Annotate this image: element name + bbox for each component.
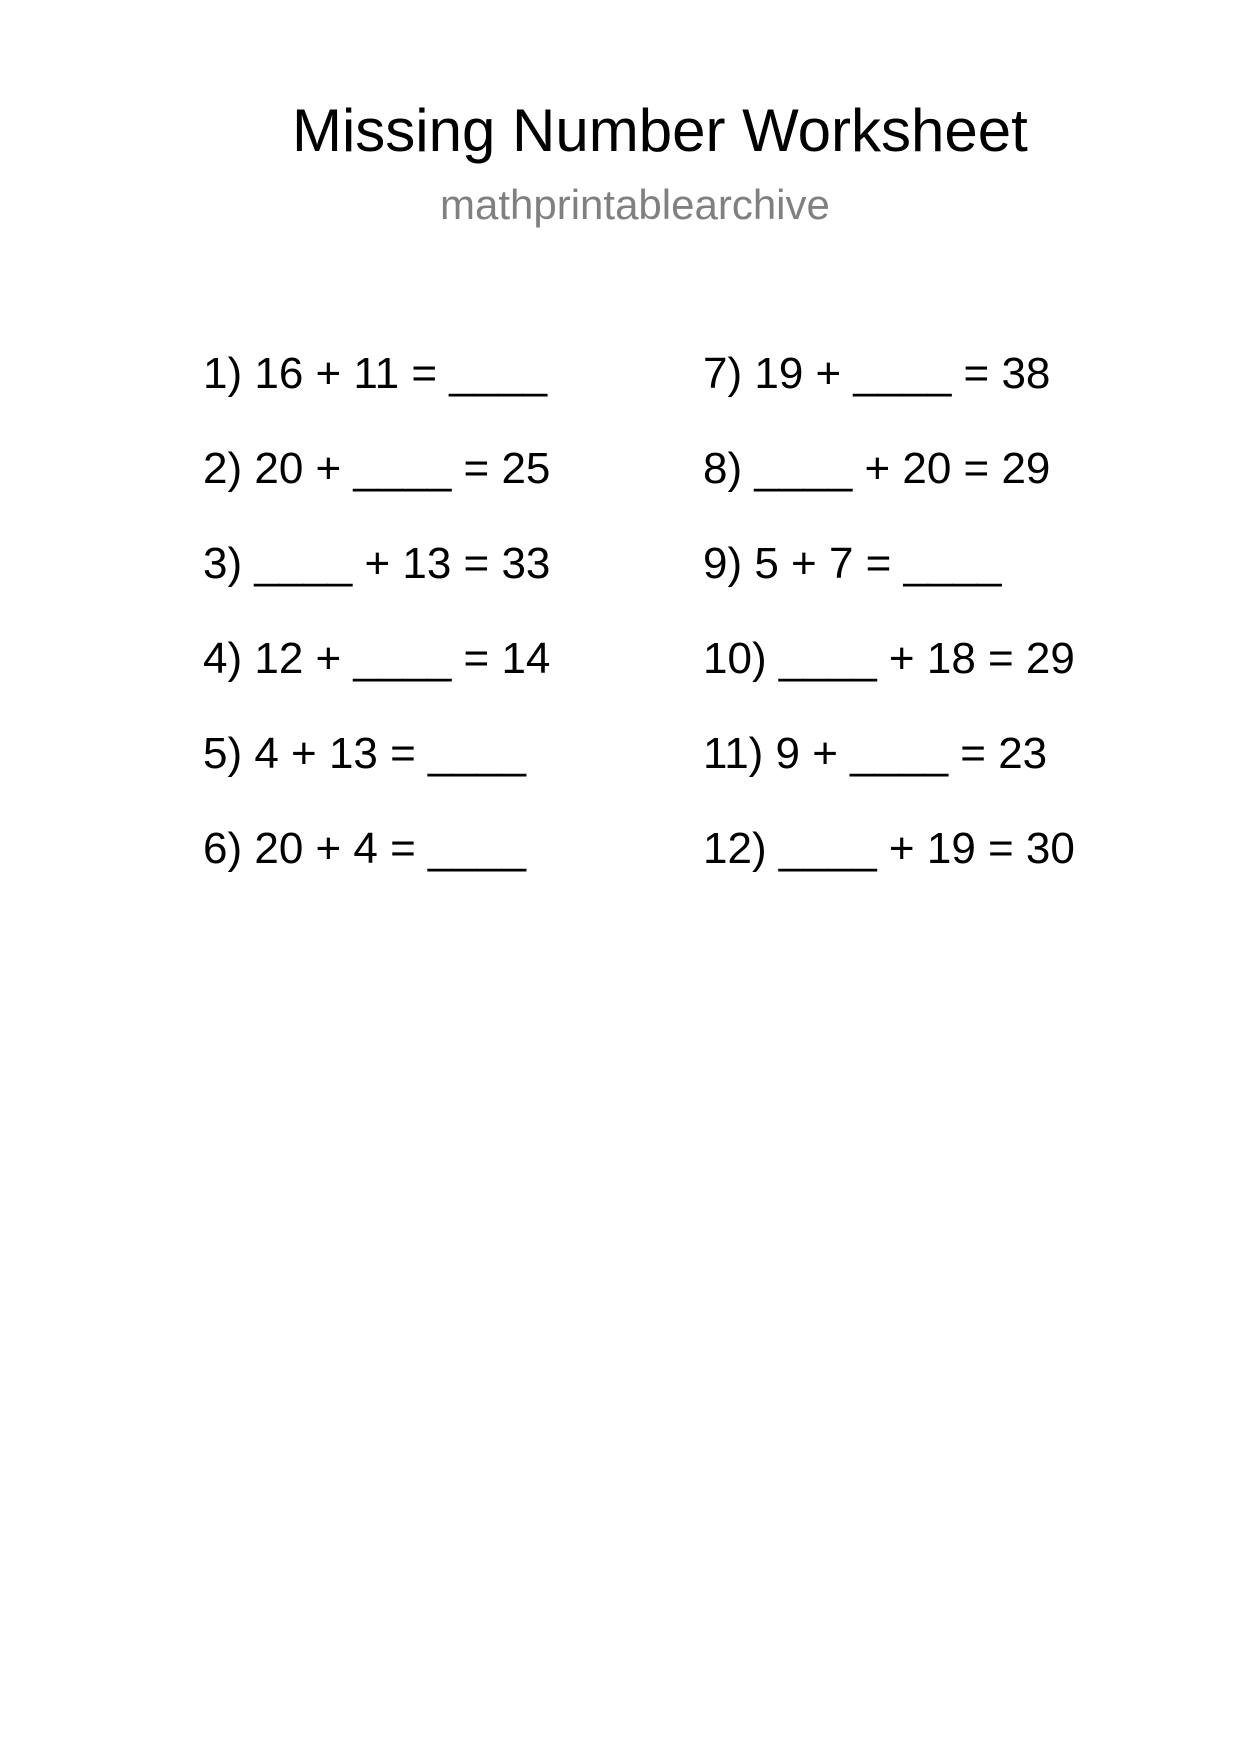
- problem-10: 10) ____ + 18 = 29: [703, 634, 1075, 683]
- problem-9: 9) 5 + 7 = ____: [703, 539, 1002, 588]
- problem-3: 3) ____ + 13 = 33: [203, 539, 551, 588]
- problem-2: 2) 20 + ____ = 25: [203, 444, 551, 493]
- worksheet-title: Missing Number Worksheet: [292, 97, 1028, 164]
- problem-4: 4) 12 + ____ = 14: [203, 634, 551, 683]
- problem-12: 12) ____ + 19 = 30: [703, 824, 1075, 873]
- problem-6: 6) 20 + 4 = ____: [203, 824, 526, 873]
- problem-1: 1) 16 + 11 = ____: [203, 349, 548, 398]
- problem-7: 7) 19 + ____ = 38: [703, 349, 1051, 398]
- problem-5: 5) 4 + 13 = ____: [203, 729, 526, 778]
- problem-11: 11) 9 + ____ = 23: [703, 729, 1048, 778]
- problem-8: 8) ____ + 20 = 29: [703, 444, 1051, 493]
- worksheet-source: mathprintablearchive: [440, 181, 830, 228]
